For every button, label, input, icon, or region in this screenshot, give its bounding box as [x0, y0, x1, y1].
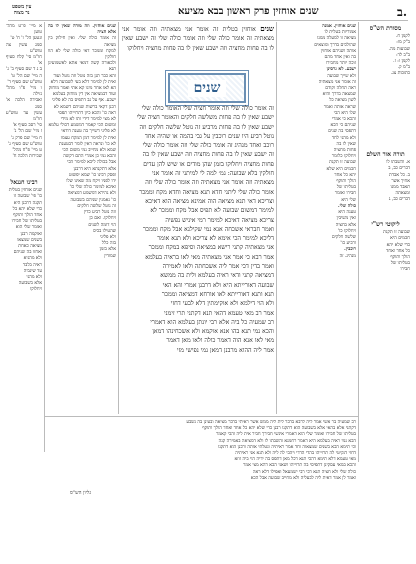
rabbenu-chananel-line: ולא מהניא — [23, 256, 42, 262]
first-word: שנים — [260, 24, 274, 33]
en-mishpat-column — [6, 24, 42, 174]
main-line: ישבע שאין לו בה פחות משלשה חלקים והאומר חציה שלי — [136, 114, 274, 122]
tosafot-line: לא כו' ונראה דאין לומר דבטענת — [59, 141, 116, 147]
folio-number: ב. — [397, 5, 407, 19]
en-mishpat-line: ה מיי' שם הל' ט' — [10, 73, 42, 79]
rashi-line: ויחלוקו כו' — [337, 228, 356, 234]
lower-line: דחזי דנקיטי לה תרוייהו בהדי הדדי ויהבי לה ליה ולא תנא אני ראיתיה — [235, 451, 356, 457]
en-mishpat-line: ב ג ד שם סעיף ב' ג' — [6, 67, 42, 73]
opening-word-medallion — [168, 73, 246, 103]
rashi-line: לשון מציאה כל — [329, 98, 356, 104]
rashi-line: והכא כי אמרי — [331, 117, 356, 123]
tosafot-line: זה נוטל שלשה חלקים — [77, 203, 116, 209]
rashi-line: מציאה זו למעלה ממנו — [317, 36, 356, 42]
tosafot-line: הוי דומה לשנים — [88, 222, 116, 228]
rashi-line: זוכה יותר מחבירו — [326, 61, 356, 67]
tosafot-line: שמודין — [104, 253, 116, 259]
lower-line: מאי טעמא דלא תימא דהכי תנא דכל מאן דתפס בה ידיה הוי ביה זוזא — [234, 457, 356, 463]
tosafot-line: ופסק רבינו כו' שמא יפשוט — [68, 172, 116, 178]
main-line: חולקין בלא שבועה: גמ׳ למה לי למיתני זה אומר אני — [151, 170, 274, 178]
en-mishpat-line: חו"מ סי' קלח סעיף א' — [6, 55, 42, 67]
masoret-line: ב"ב לד: — [396, 52, 410, 58]
main-line: והכא נמי תנא בהו אנא אוקמא ולא אשכחינהו דמאן — [152, 328, 274, 336]
rashi-line: ולא שייך שבועה — [327, 73, 356, 79]
tosafot-line: ולכאורה קשה דמאי אתא לאשמועינן תנא — [48, 61, 116, 73]
lower-line: דקתני אלא בהאי אלא בשבועה הוא דתקנו רבנן כדי שלא יהא כל אחד ואחד הולך ותוקף — [202, 426, 356, 432]
main-line: דליכא למימר הכי אימא לא צריכא ולא תנא אומר — [157, 235, 274, 243]
rashi-line: ישבע. לא גרסינן — [326, 67, 356, 73]
main-rule-left — [118, 22, 119, 414]
rashi-line: חבירו ואומר — [334, 191, 356, 197]
main-line: צריכא מציאה דאיכא למימר רמי איניש נפשיה — [165, 216, 274, 224]
rashi-line: שניהם כי הכא — [330, 123, 356, 129]
rabbenu-chananel-line: כדי שלא יהא כל — [12, 206, 42, 212]
main-line: אומר כולה שלי ליתני חדא תנא מציאה וחדא מקח וממכר — [139, 188, 274, 196]
tosafot-line: שמא ולא מחייב נמי משום הכי — [62, 148, 116, 154]
rashi-line: מנהיג. זה — [339, 253, 356, 259]
rashi-line: אמוריות בטלית לו — [324, 30, 356, 36]
tosafot-column — [48, 24, 116, 412]
main-line: אמר ליה ההוא מרבנן דמאן נמי נפישי מזי — [176, 346, 274, 354]
rashi-line: פחות מחציה — [333, 148, 356, 154]
rabbenu-chananel-line: ראיה בלבד — [22, 262, 42, 268]
rashi-line: בה ואין אחד מהם — [324, 55, 356, 61]
tosafot-line: ועוד דבמציאה אין דין מוחזק בעלמא — [52, 92, 116, 98]
en-mishpat-line: ט מיי' פ"ח מהל' — [12, 148, 42, 154]
main-line: רוכב ואחד מנהיג זה אומר כולה שלי וזה אומר כולה שלי — [142, 142, 274, 150]
rabbenu-chananel-line: אחד הולך ותוקף — [13, 213, 42, 219]
rashi-line: שהולכים בדרך ומוצאים — [314, 42, 356, 48]
en-mishpat-line: סי' רסב סעיף א' — [12, 123, 42, 129]
likutei-column — [361, 220, 410, 292]
tosafot-line: ולא פליגי — [99, 234, 116, 240]
rashi-line: טענה היא — [338, 210, 356, 216]
rashi-line: דתפסי בה שנים — [328, 129, 356, 135]
main-line: ישבע שאין לו בה פחות מרביע זה נוטל שלשה חלקים וזה — [139, 123, 274, 131]
main-line: פחות מחציה ויחלוקו בזמן שהן מודים או שיש להן עדים — [143, 160, 274, 168]
rashi-line: שלי היא — [341, 197, 356, 203]
likutei-line: כל אחד ואחד — [386, 248, 410, 254]
tosafot-line: לא מצי למימר דידי ותו לא מידי — [60, 117, 116, 123]
tosafot-line: ראה כו' והכא כיון דתרוייהו תפסי — [58, 110, 116, 116]
rashi-line: אותה ושניהם אוחזין — [320, 48, 356, 54]
rabbenu-chananel-column — [6, 178, 42, 378]
main-line: רב שמעיה כל ביה אלא רבי יונתן בעלמא הוא דאמרי — [150, 318, 274, 326]
torah-or-line: א. והשבתו לו — [386, 160, 410, 166]
tosafot-line: הא לאו אחר מיגו קא אתי ואמר מוחזק — [48, 86, 116, 92]
main-line: תנא ותנא דאורייתא לאו אורחא דמציאה וממכר — [161, 290, 274, 298]
en-mishpat-line: טוש"ע שם סעיף ג' — [8, 141, 42, 147]
tosafot-line: והא כבר תנן בזה נוטל וזה נוטל ועוד — [53, 73, 116, 79]
masoret-title: מסורת הש"ס — [369, 25, 402, 32]
tosafot-line: ואית לן למימר דלא בעי לשבועה דלא — [50, 79, 116, 85]
rashi-line: ויחלוקו כלומר — [331, 154, 356, 160]
main-text-top — [122, 24, 274, 70]
tosafot-line: זה אומר כולה שלי. ואין חילוק בין מציאה — [48, 36, 116, 48]
rabbenu-chananel-line: מציאה כאחת — [18, 244, 42, 250]
header-rule — [8, 20, 408, 21]
tosafot-line: רבנן דקאי ברשות שניהם דשמא לא — [53, 104, 116, 110]
rashi-line: חכמים היא שלא — [326, 166, 356, 172]
main-line: מצאתיה וזה אומר אני מצאתיה וזה אומר כולה שלי וזה — [145, 179, 274, 187]
main-line: אני מצאתיה קתני רישא במציאה וסיפא במקח וממכר — [148, 244, 274, 252]
tosafot-line: בזה כלל — [101, 241, 116, 247]
tosafot-line: אבל בכולה ליכא למימר הכי — [67, 160, 116, 166]
tosafot-line: ויחלוקו. ואם כן — [89, 216, 116, 222]
main-line: וצריכא דאי תנא מציאה הוה אמינא מציאה הוא דאיכא — [145, 197, 274, 205]
en-mishpat-line: ו מיי' פ"ו מהל' גזילה — [6, 86, 42, 98]
torah-or-line: אחיך אשר — [391, 178, 410, 184]
rabbenu-chananel-line: בטליתו של חבירו — [11, 219, 42, 225]
lower-line: וכי תימא הכא בשנים שמצאוה וחד אמר ראיתיה ונטלתי אותה ורבנן הוא דתקנו — [218, 444, 356, 450]
lower-line: הכא נמי ראיה בעלמא היא דאמר רחמנא והשבתו לו ולא דמציאה באמירה קנה — [218, 438, 356, 444]
main-line: בה פחות מחציה וזה ישבע שאין לו בה פחות מחציה ויחלוקו — [127, 44, 268, 52]
tosafot-line: כו' נאמנין שניהם בשבועה — [70, 197, 116, 203]
rabbenu-chananel-line: שנים אוחזין בטלית — [8, 188, 42, 194]
medallion-word: שנים — [188, 80, 227, 97]
masoret-line: לקמן ח. — [395, 34, 410, 40]
rashi-line: ראה תחלה וקודם — [325, 86, 356, 92]
en-mishpat-header: עין משפט נר מצוה — [12, 4, 32, 16]
en-mishpat-line: ואבידה הלכה א' סמג — [6, 98, 42, 110]
tosafot-line: לא פליגי דשייך בה טענה דודאי — [61, 129, 116, 135]
masoret-line: ב"ק מו: — [396, 40, 410, 46]
rabbenu-chananel-title: רבינו חננאל — [10, 179, 38, 186]
rashi-line: שאין לו בה — [336, 141, 356, 147]
masoret-line: ב"מ ק. — [397, 65, 410, 71]
rashi-line: ורביע כו' — [340, 241, 356, 247]
tosafot-line: שנים אוחזין. וזה מודה שאין לו בה אלא חציה — [48, 24, 116, 36]
masoret-line: כתובות צג. — [390, 71, 410, 77]
rashi-line: רוכבין. — [344, 247, 356, 253]
main-line: שבועה דאורייתא היא ולא דרבנן אמרי והא האי — [162, 281, 274, 289]
main-line: למימר דמשום שבועה לא תפיס אבל מקח וממכר לא — [150, 207, 274, 215]
rashi-line: שראה אותה ואמר — [323, 104, 356, 110]
main-line: זה אומר כולה שלי וזה אומר חציה שלי האומר כולה שלי — [141, 105, 274, 112]
tosafot-line: והכא נמי כן אמרי התם דקשה — [63, 154, 116, 160]
rabbenu-chananel-line: ואוקמה רבנן — [20, 231, 42, 237]
torah-or-line: דברים כב, ג — [388, 197, 410, 203]
masoret-line: לקמן ו: ז. — [393, 59, 410, 65]
rashi-line: יהא כל אחד — [334, 172, 356, 178]
rabbenu-chananel-line: עד שיגביה — [23, 268, 42, 274]
main-line: זה אומר כולה שלי וזה אומר כולה שלי זה ישבע שאין לו — [122, 35, 274, 52]
rabbenu-chananel-line: אלא בשבועה — [18, 281, 42, 287]
rashi-line: שבועה זו תקנת — [329, 160, 356, 166]
tosafot-line: שהטילו בכיס — [93, 228, 116, 234]
rashi-line: כולה שלי. — [337, 203, 356, 209]
lower-commentary — [48, 420, 356, 486]
rashi-line: ואין משיבין — [336, 216, 356, 222]
en-mishpat-line: ח מיי' שם פרק ג' — [11, 135, 42, 141]
en-mishpat-line: ונטען הל' ז' ח' ט' — [10, 36, 42, 42]
main-line: אמר רבא כי אמר אני מצאתיה מאי לאו בראיה בעלמא — [145, 253, 274, 261]
main-line: ואמר חבראי אשכחה אנא נמי שקילנא אבל מקח וממכר — [143, 225, 274, 233]
rabbenu-chananel-line: בשנים שמצאו — [17, 237, 42, 243]
tosafot-line: ואית לן למימר דמן המקח עצמו — [60, 135, 116, 141]
torah-or-column — [361, 150, 410, 216]
main-line: ואמר בדין דכי אמר ליה אשכחתה ולאו לאמירה — [162, 263, 274, 271]
en-mishpat-line: א מיי' פ"ט מהל' טוען — [6, 24, 42, 36]
rashi-line: שלשה חלקים — [331, 234, 356, 240]
torah-or-line: ב. כל אבדת — [389, 172, 410, 178]
rashi-line: שלו היא הכי — [333, 110, 356, 116]
likutei-line: כדי שלא יהא — [386, 242, 410, 248]
rashi-line: ולא מהני לחד — [331, 135, 356, 141]
tosafot-line: ישבע. אף על גב דתפיס בה לא פליגי — [51, 98, 116, 104]
tosafot-line: למקח וממכר דאי כולה שלי לא הוו חולקין — [48, 48, 116, 61]
likutei-line: חכמים היא — [390, 236, 410, 242]
rashi-line: זה אומר אני מצאתיה — [318, 79, 356, 85]
rashi-line: בטליתו של — [336, 185, 356, 191]
lower-line: ואמר לן אמר דאית ליה לבעליה ולא מחייב שבועה אבל הכא — [250, 475, 356, 481]
likutei-line: חבירו — [400, 267, 410, 273]
rabbenu-chananel-line: תקנה דרבנן היא — [13, 200, 42, 206]
en-mishpat-line: סמג עשין צה טוש"ע — [6, 42, 42, 54]
lower-line: כולה שלי ולא חציה תנא דבי רבי ישמעאל ואפילו דלא ראה — [252, 469, 356, 475]
rashi-column — [280, 24, 356, 414]
en-mishpat-line: שכירות הלכה ח' — [12, 154, 42, 160]
rabbenu-chananel-line: כו' פי' שבועה זו — [13, 194, 42, 200]
rabbenu-chananel-line: ואחזו בה שניהם — [13, 250, 42, 256]
main-line: מאי לאו אנא הוה דאמר כולה ולאו מאן דאמר — [166, 337, 274, 345]
rabbenu-chananel-line: ואומר שלי הוא — [15, 225, 42, 231]
likutei-line: הולך ותוקף — [390, 255, 410, 261]
tosafot-line: ואיכא למימר כולה שלי כו' — [69, 185, 116, 191]
main-line: אמר רב מאי טעמא דהאי תנא דקתני תרי זימני — [164, 309, 274, 317]
column-rule-right — [358, 22, 359, 462]
tosafot-line: אלא דתקנתא היא דרבנן — [73, 166, 116, 172]
en-mishpat-line: טוש"ע שם סעיף ד' — [7, 79, 42, 85]
main-text-body — [122, 104, 274, 414]
main-line: דמציאה קתני ודאי ראיה בעלמא ולית בה ממשא — [160, 272, 274, 280]
main-line: נוטל רביע היו שנים רוכבין על גבי בהמה או שהיה אחד — [144, 132, 274, 140]
torah-or-title: תורה אור השלם — [366, 151, 405, 158]
en-mishpat-line: ז מיי' שם הל' ג' — [13, 129, 42, 135]
rashi-line: הולך ותוקף — [336, 179, 356, 185]
likutei-line: שבועה זו תקנת — [383, 230, 410, 236]
en-mishpat-line: עשין עד טוש"ע חו"מ — [6, 110, 42, 123]
rabbenu-chananel-line: ויחלוקו — [29, 287, 42, 293]
main-line: אוחזין בטלית זה אומר אני מצאתיה וזה אומר אני מצאתיה — [122, 26, 274, 43]
rabbenu-chananel-line: ולא מהני — [26, 275, 42, 281]
tosafot-line: וזה נוטל רביע כדין — [83, 210, 116, 216]
likutei-title: ליקוטי רש"י — [371, 221, 400, 228]
lower-line: רב שמעיה בר אשי אמר ליה לרבא בדבר לית ליה ממש אשר ראיתי בדבר מציאה ובעינן בה נשבע — [186, 420, 356, 425]
tosafot-line: ידו לפניו ויקח מה שאינו שלו — [66, 179, 116, 185]
lower-line: בטליתו של חבירו ואומר שלי הוא דאמרי אינשי חבירך חביר אית ליה והכי קאמר — [216, 432, 356, 438]
tosafot-line: אלא בזמן — [99, 247, 116, 253]
masoret-line: שבועות מה. — [388, 46, 410, 52]
column-rule-left — [44, 22, 45, 452]
torah-or-line: תאבד ממנו — [390, 185, 410, 191]
tosafot-line: ולא נהירא דמשמע דמציאה — [67, 191, 116, 197]
likutei-line: בטליתו של — [390, 261, 410, 267]
rashi-line: שנים אוחזין. אמנה — [322, 24, 356, 29]
lower-line: והכא במאי עסקינן דתפיסי בה תרוייהו ושאני הכא דהא מצי אמר — [243, 463, 356, 469]
footer-signature: גליון הש"ס — [70, 490, 92, 496]
rashi-line: אלא בחציה — [335, 222, 356, 228]
main-line: ולא הוי דילמא ולא אוקימתין דלא לבעי דחזי — [170, 300, 274, 308]
torah-or-line: ומצאתה — [395, 191, 410, 197]
main-line: זה ישבע שאין לו בה פחות מחציה וזה ישבע שאין לו בה — [142, 151, 274, 159]
main-rule-right — [276, 22, 277, 414]
rashi-line: שמצאה בדרך והיא — [322, 92, 356, 98]
lower-rule — [44, 416, 359, 417]
running-header: שנים אוחזין פרק ראשון בבא מציעא — [178, 6, 319, 17]
tosafot-line: ומשום הכי קאמר דמשמע דכולי עלמא — [48, 123, 116, 129]
torah-or-line: דברים כב, ב — [388, 166, 410, 172]
masoret-column — [361, 24, 410, 114]
